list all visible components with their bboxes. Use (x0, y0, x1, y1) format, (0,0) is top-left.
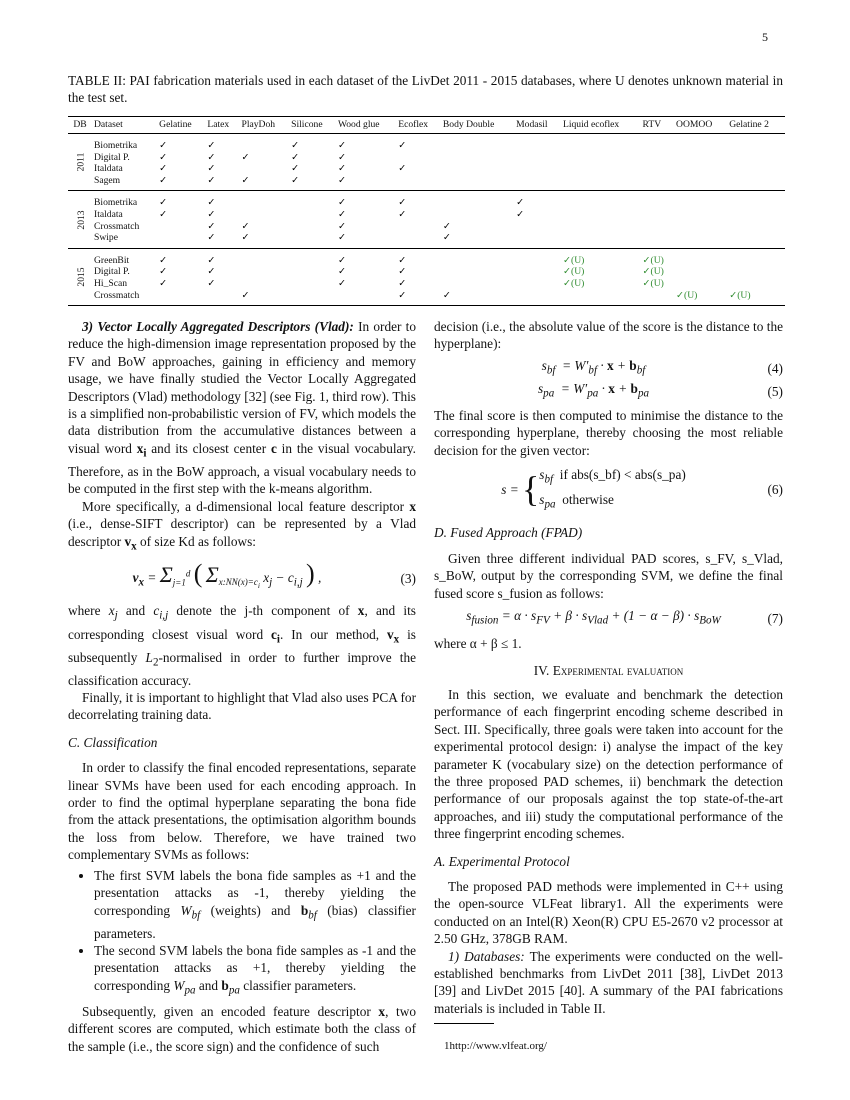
db-year-label: 2015 (75, 267, 87, 287)
table-row (68, 232, 785, 248)
material-cell (674, 152, 727, 164)
column-header: RTV (641, 117, 675, 134)
vlad-paragraph-1 (68, 318, 416, 498)
material-cell (641, 175, 675, 191)
databases-paragraph (434, 948, 783, 1018)
material-cell: ✓ (159, 163, 168, 175)
material-cell (289, 191, 336, 209)
material-cell: ✓ (398, 140, 407, 151)
material-cell: ✓ (291, 140, 300, 151)
eq6-condition: if abs(s_bf) < abs(s_pa) (559, 467, 686, 483)
material-cell (641, 163, 675, 175)
material-cell (441, 175, 514, 191)
pai-materials-table (68, 116, 785, 306)
protocol-paragraph: The proposed PAD methods were implemented in C++ using the open-source VLFeat library1. All the experiments were conducted on an Intel(R) Xeon(R) CPU E5-2670 v2 processor at 2.50 GHz, 378GB RAM. (434, 879, 783, 947)
material-cell (289, 221, 336, 233)
vlad-paragraph-4: Finally, it is important to highlight that Vlad also uses PCA for decorrelating training data. (68, 690, 416, 723)
material-cell (441, 266, 514, 278)
table-header-row (68, 117, 785, 134)
material-cell: ✓ (337, 163, 347, 175)
table-row (68, 221, 785, 233)
equation-3-formula: $v_x = \Sigma_{j=1}^d$ ( $\Sigma_{x:NN(x)=c_i}$ $x_j - c_{i,j}$ ) , (132, 558, 322, 591)
material-cell (674, 134, 727, 152)
material-cell: ✓ (207, 140, 216, 151)
equation-6-number: (6) (767, 482, 783, 498)
material-cell (727, 221, 785, 233)
databases-heading: 1) Databases: (448, 948, 525, 964)
material-cell (289, 232, 336, 248)
dataset-name: Crossmatch (94, 220, 140, 232)
material-cell (561, 232, 641, 248)
dataset-name: Hi_Scan (94, 277, 128, 289)
material-cell: ✓ (336, 175, 396, 191)
right-column (434, 318, 783, 1056)
material-cell: ✓ (337, 220, 347, 232)
material-cell (240, 209, 290, 221)
material-cell: ✓ (516, 208, 525, 220)
material-cell (514, 232, 561, 248)
material-cell (641, 191, 675, 209)
material-cell: ✓ (398, 277, 407, 289)
column-header: Modasil (514, 117, 561, 134)
material-cell (441, 191, 514, 209)
material-cell: ✓(U) (562, 266, 585, 278)
dataset-name: Sagem (92, 175, 157, 191)
material-cell: ✓(U) (562, 277, 585, 289)
column-header: Silicone (289, 117, 336, 134)
column-header: Gelatine 2 (727, 117, 785, 134)
material-cell: ✓ (291, 163, 300, 175)
material-cell (514, 248, 561, 266)
column-header: DB (68, 117, 92, 134)
material-cell: ✓(U) (642, 254, 664, 266)
dataset-name: Digital P. (94, 151, 130, 163)
material-cell: ✓ (337, 277, 347, 289)
table-row (68, 248, 785, 266)
material-cell (727, 163, 785, 175)
material-cell (396, 221, 441, 233)
table-row (68, 134, 785, 152)
material-cell (674, 163, 727, 175)
material-cell (561, 163, 641, 175)
material-cell: ✓ (337, 266, 347, 278)
material-cell (441, 278, 514, 290)
dataset-name: Digital P. (94, 266, 130, 278)
material-cell: ✓(U) (642, 266, 664, 278)
protocol-heading: A. Experimental Protocol (434, 853, 570, 869)
svm-bullet-2: • The second SVM labels the bona fide samples as -1 and the presentation attacks as +1, thereby yielding the corresponding $W_{pa}$ and $b_{pa}$ classifier parameters. (94, 942, 416, 1000)
material-cell (561, 152, 641, 164)
material-cell (441, 152, 514, 164)
material-cell (641, 134, 675, 152)
material-cell (240, 266, 290, 278)
material-cell: ✓ (398, 254, 407, 266)
table-row (68, 266, 785, 278)
table-caption: TABLE II: PAI fabrication materials used in each dataset of the LivDet 2011 - 2015 databases, where U denotes unknown material in the test set. (68, 73, 783, 105)
material-cell: ✓ (157, 175, 205, 191)
classification-paragraph-1: In order to classify the final encoded representations, separate linear SVMs have been used for each encoding approach. In order to find the optimal hyperplane separating the bona fide from the attack presentations, the optimisation algorithm bounds the loss from below. Therefore, we have trained two complementary SVMs as follows: (68, 760, 416, 863)
material-cell: ✓ (398, 266, 407, 278)
db-year-cell (68, 134, 92, 191)
material-cell (674, 191, 727, 209)
material-cell (727, 266, 785, 278)
material-cell (674, 278, 727, 290)
material-cell: ✓ (207, 197, 216, 209)
material-cell (441, 209, 514, 221)
material-cell (240, 278, 290, 290)
material-cell: ✓ (240, 232, 290, 248)
column-header: OOMOO (674, 117, 727, 134)
material-cell (727, 152, 785, 164)
material-cell: ✓ (337, 151, 347, 163)
material-cell: ✓ (159, 254, 168, 266)
material-cell: ✓ (159, 197, 168, 209)
vlad-heading: 3) Vector Locally Aggregated Descriptors (Vlad): (82, 319, 354, 334)
material-cell: ✓ (241, 220, 250, 232)
material-cell: ✓ (159, 151, 168, 163)
material-cell (514, 290, 561, 306)
material-cell: ✓(U) (562, 254, 585, 266)
material-cell (289, 278, 336, 290)
page-number: 5 (762, 30, 768, 44)
left-column (68, 318, 416, 1055)
column-header: Wood glue (336, 117, 396, 134)
vlad-paragraph-2: More specifically, a d-dimensional local feature descriptor x (i.e., dense-SIFT descriptor) can be represented by a Vlad descriptor $v_x$ of size Kd as follows: (68, 498, 416, 553)
material-cell: ✓ (337, 197, 347, 209)
databases-text: The experiments were conducted on the well-established benchmarks from LivDet 2011 [38], LivDet 2013 [39] and LivDet 2015 [40]. A summary of the PAI fabrications materials is included in Table II. (434, 948, 783, 1016)
material-cell: ✓ (159, 208, 168, 220)
material-cell: ✓ (207, 208, 216, 220)
equation-5-formula: $s_{pa} = W'_{pa} \cdot x + b_{pa}$ (537, 380, 650, 400)
material-cell: ✓(U) (642, 277, 664, 289)
material-cell (727, 134, 785, 152)
material-cell (289, 266, 336, 278)
experimental-paragraph: In this section, we evaluate and benchmark the detection performance of each fingerprint encoding scheme described in Sect. III. Specifically, three goals were taken into account for the experimental protocol design: i) analyse the impact of the key parameter K (vocabulary size) on the detection performance of the three proposed PAD schemes, ii) benchmark the detection performance of our proposals against the top state-of-the-art approaches, and iii) study the computational performance of the three fingerprint encoding schemes. (434, 686, 783, 842)
material-cell (561, 290, 641, 306)
column-header: Body Double (441, 117, 514, 134)
material-cell: ✓ (241, 151, 250, 163)
db-year-label: 2013 (75, 209, 87, 230)
material-cell (727, 191, 785, 209)
footnote-rule (434, 1023, 494, 1024)
footnote: 1http://www.vlfeat.org/ (444, 1040, 547, 1053)
equation-5 (434, 380, 783, 403)
material-cell (674, 266, 727, 278)
material-cell: ✓ (337, 254, 347, 266)
material-cell (641, 232, 675, 248)
material-cell (441, 163, 514, 175)
material-cell (514, 221, 561, 233)
material-cell: ✓ (159, 277, 168, 289)
material-cell: ✓ (441, 232, 514, 248)
right-paragraph-2: The final score is then computed to minimise the distance to the corresponding hyperplane, thereby choosing the most reliable decision for the given vector: (434, 407, 783, 458)
table-row (68, 152, 785, 164)
material-cell (157, 221, 205, 233)
material-cell (674, 175, 727, 191)
equation-7 (434, 607, 783, 630)
right-paragraph-1: decision (i.e., the absolute value of the score is the distance to the hyperplane): (434, 319, 783, 352)
table-row (68, 209, 785, 221)
equation-6 (434, 465, 783, 514)
material-cell (514, 152, 561, 164)
table-row (68, 278, 785, 290)
dataset-name: Italdata (94, 208, 123, 220)
material-cell: ✓ (516, 197, 525, 209)
material-cell (514, 278, 561, 290)
material-cell: ✓ (442, 220, 451, 232)
material-cell (514, 266, 561, 278)
material-cell: ✓ (337, 140, 347, 151)
material-cell: ✓ (207, 163, 216, 175)
material-cell: ✓ (336, 232, 396, 248)
dataset-name: Biometrika (94, 140, 138, 151)
material-cell: ✓ (240, 290, 290, 306)
equation-6-formula: s = { $s_{bf}$ if abs(s_bf) < abs(s_pa) $s_{pa}$ otherwise (501, 467, 686, 511)
material-cell (674, 221, 727, 233)
equation-3 (68, 558, 416, 595)
material-cell (396, 175, 441, 191)
material-cell (441, 134, 514, 152)
material-cell: ✓ (289, 175, 336, 191)
column-header: Gelatine (157, 117, 205, 134)
table-row (68, 163, 785, 175)
table-row (68, 191, 785, 209)
table-row (68, 175, 785, 191)
vlad-paragraph-3: where $x_j$ and $c_{i,j}$ denote the j-th component of x, and its corresponding closest visual word $c_i$. In our method, $v_x$ is subsequently $L_2$-normalised in order to further improve the classification accuracy. (68, 603, 416, 688)
material-cell (396, 152, 441, 164)
equation-4-formula: $s_{bf} = W'_{bf} \cdot x + b_{bf}$ (541, 357, 646, 377)
experimental-evaluation-heading: IV. Experimental evaluation (533, 662, 684, 678)
db-year-label: 2011 (75, 152, 87, 172)
material-cell: ✓ (240, 175, 290, 191)
material-cell: ✓ (159, 140, 168, 151)
material-cell (561, 191, 641, 209)
table-row (68, 290, 785, 306)
svm-list (68, 867, 416, 1000)
dataset-name: Crossmatch (92, 290, 157, 306)
material-cell: ✓(U) (727, 290, 785, 306)
material-cell: ✓ (337, 208, 347, 220)
material-cell (240, 134, 290, 152)
material-cell (240, 191, 290, 209)
material-cell: ✓ (398, 163, 407, 175)
material-cell: ✓(U) (674, 290, 727, 306)
material-cell (727, 209, 785, 221)
column-header: Liquid ecoflex (561, 117, 641, 134)
material-cell (641, 221, 675, 233)
dataset-name: GreenBit (94, 254, 130, 266)
column-header: Ecoflex (396, 117, 441, 134)
material-cell (561, 221, 641, 233)
material-cell (396, 232, 441, 248)
classification-heading: C. Classification (68, 734, 158, 750)
equation-7-formula: $s_{fusion} = \alpha \cdot s_{FV} + \beta \cdot s_{Vlad} + (1 - \alpha - \beta) \cdot s_{BoW}$ (466, 608, 721, 627)
column-header: Dataset (92, 117, 157, 134)
material-cell: ✓ (291, 151, 300, 163)
material-cell (561, 175, 641, 191)
material-cell (674, 248, 727, 266)
material-cell: ✓ (159, 266, 168, 278)
equation-4-number: (4) (767, 360, 783, 376)
material-cell (289, 248, 336, 266)
material-cell (674, 209, 727, 221)
eq6-otherwise: otherwise (562, 491, 614, 507)
material-cell: ✓ (205, 175, 239, 191)
fused-paragraph-2: where α + β ≤ 1. (434, 636, 522, 652)
column-header: Latex (205, 117, 239, 134)
material-cell (514, 134, 561, 152)
material-cell (727, 278, 785, 290)
equation-5-number: (5) (767, 383, 783, 399)
fused-heading: D. Fused Approach (FPAD) (434, 525, 583, 541)
material-cell (514, 175, 561, 191)
material-cell: ✓ (441, 290, 514, 306)
column-header: PlayDoh (240, 117, 290, 134)
material-cell (514, 163, 561, 175)
equation-3-number: (3) (400, 571, 416, 587)
material-cell (674, 232, 727, 248)
dataset-name: Italdata (94, 163, 123, 175)
material-cell (441, 248, 514, 266)
material-cell (561, 134, 641, 152)
material-cell (561, 209, 641, 221)
material-cell: ✓ (207, 220, 216, 232)
vlad-p1-text: In order to reduce the high-dimension image representation proposed by the FV and BoW approaches, gaining in efficiency and memory usage, we have finally studied the Vector Locally Aggregated Descriptors (Vlad) methodology [32] (see Fig. 1, third row). This is a simplified non-probabilistic version of FV, which models the data distribution from the accumulative distances between a visual word $x_i$ and its closest center c in the visual vocabulary. Therefore, as in the BoW approach, a visual vocabulary needs to be computed in the first step with the k-means algorithm. (68, 319, 417, 497)
material-cell (157, 290, 205, 306)
equation-4 (434, 357, 783, 380)
db-year-cell (68, 248, 92, 305)
material-cell (727, 175, 785, 191)
material-cell (240, 163, 290, 175)
material-cell: ✓ (398, 208, 407, 220)
material-cell (727, 232, 785, 248)
equation-7-number: (7) (767, 610, 783, 626)
material-cell: ✓ (205, 232, 239, 248)
material-cell (205, 290, 239, 306)
material-cell: ✓ (207, 254, 216, 266)
classification-paragraph-2: Subsequently, given an encoded feature descriptor x, two different scores are computed, which estimate both the class of the sample (i.e., the score sign) and the confidence of such (68, 1003, 416, 1054)
material-cell: ✓ (396, 290, 441, 306)
dataset-name: Swipe (92, 232, 157, 248)
svm-bullet-1: • The first SVM labels the bona fide samples as +1 and the presentation attacks as -1, thereby yielding the corresponding $W_{bf}$ (weights) and $b_{bf}$ (bias) classifier parameters. (94, 867, 416, 942)
material-cell (641, 290, 675, 306)
material-cell (289, 209, 336, 221)
fused-paragraph-1: Given three different individual PAD scores, s_FV, s_Vlad, s_BoW, output by the corresponding SVM, we define the final fused score s_fusion as follows: (434, 550, 783, 601)
material-cell: ✓ (207, 277, 216, 289)
material-cell: ✓ (398, 197, 407, 209)
material-cell (336, 290, 396, 306)
material-cell (157, 232, 205, 248)
material-cell (641, 152, 675, 164)
material-cell (727, 248, 785, 266)
material-cell: ✓ (207, 266, 216, 278)
material-cell (240, 248, 290, 266)
dataset-name: Biometrika (94, 197, 138, 209)
material-cell: ✓ (207, 151, 216, 163)
material-cell (289, 290, 336, 306)
db-year-cell (68, 191, 92, 248)
material-cell (641, 209, 675, 221)
